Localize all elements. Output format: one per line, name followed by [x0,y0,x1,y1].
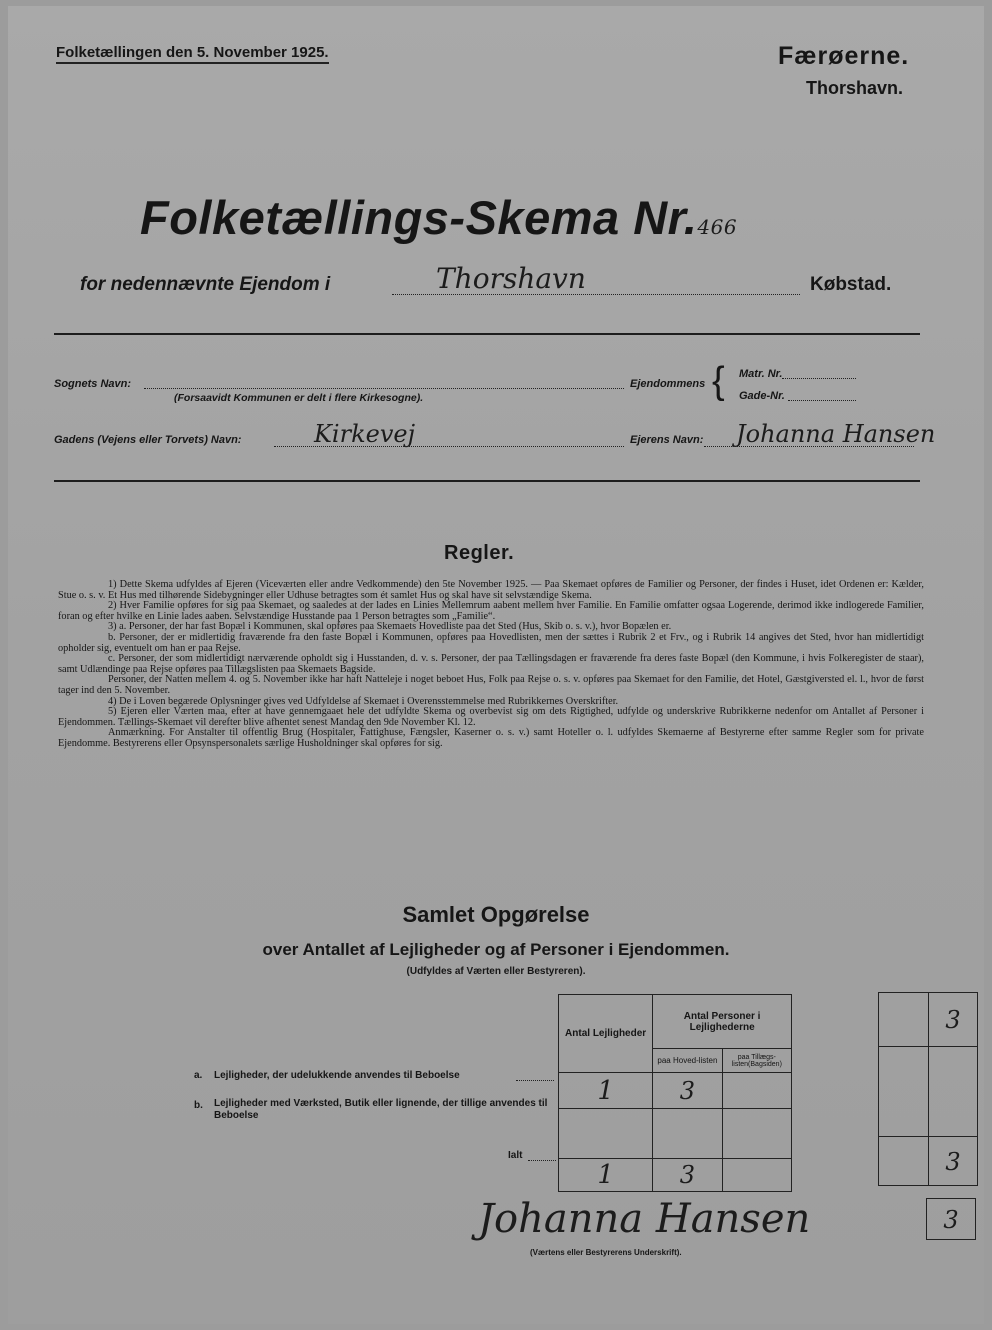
gade-label: Gadens (Vejens eller Torvets) Navn: [54,434,242,446]
row-b-lejl [559,1109,653,1159]
side-value [929,1047,977,1136]
place-handwritten: Thorshavn [436,262,586,295]
divider-bottom [54,480,920,482]
side-box-row [878,1046,978,1136]
row-b-hoved [653,1109,722,1159]
side-boxes [878,992,978,1186]
col-lejligheder-header: Antal Lejligheder [559,995,653,1073]
side-box-left [879,993,929,1046]
row-a-label: Lejligheder, der udelukkende anvendes til Beboelse [214,1070,460,1081]
gade-nr-label: Gade-Nr. [739,390,785,402]
side-box-left [879,1047,929,1136]
side-box-left [879,1137,929,1185]
summary-subheading: over Antallet af Lejligheder og af Personer i Ejendommen. [262,940,730,959]
brace-icon: { [712,360,725,402]
rule-paragraph: 2) Hver Familie opføres for sig paa Skemaet, og saaledes at der lades en Linies Mellemrum aabent mellem hver Familie. En Familie omfatter ogsaa Logerende, derimod ikke indlogerede Familier, foran og efter hvilke en Linie lades aaben. Selvstændige Husstande paa 1 Person betragtes som „Familie“. [58,600,924,622]
summary-heading: Samlet Opgørelse [402,902,590,927]
ialt-lejl: 1 [559,1159,653,1192]
gade-dotted-line [274,446,624,447]
ejendom-label: Ejendommens [630,378,706,390]
row-a-hoved: 3 [653,1073,722,1109]
matr-label: Matr. Nr. [739,368,783,380]
form-number-handwritten: 466 [697,215,738,239]
side-value: 3 [945,1006,961,1034]
rule-paragraph: 5) Ejeren eller Værten maa, efter at have gennemgaaet hele det udfyldte Skema og overbevist sig om dets Rigtighed, udfylde og underskrive Rubrikkerne nedenfor om Antallet af Personer i Ejendommen. Tællings-Skemaet vil derefter blive afhentet senest Mandag den 9de November Kl. 12. [58,706,924,728]
side-total-value: 3 [926,1198,976,1240]
summary-table [558,994,792,1192]
ejer-dotted-line [704,446,914,447]
sogn-note: (Forsaavidt Kommunen er delt i flere Kirkesogne). [174,392,424,404]
subtitle-prefix: for nedennævnte Ejendom i [80,274,331,295]
gade-nr-dotted-line [788,400,856,401]
table-row [559,1073,792,1109]
ejer-value-handwritten: Johanna Hansen [736,420,936,448]
gade-value-handwritten: Kirkevej [314,420,416,448]
form-title [140,190,737,245]
row-b-tillaeg [722,1109,791,1159]
col-hoved-header: paa Hoved-listen [653,1049,722,1073]
ialt-label: Ialt [508,1150,523,1161]
form-title-text: Folketællings-Skema Nr. [140,191,698,244]
subtitle-suffix: Købstad. [810,274,892,295]
side-value: 3 [945,1148,961,1176]
row-a-dots [516,1080,554,1081]
town-header: Thorshavn. [806,78,904,98]
sogn-dotted-line [144,388,624,389]
table-row [559,1109,792,1159]
summary-note: (Udfyldes af Værten eller Bestyreren). [406,966,586,977]
rule-paragraph: b. Personer, der er midlertidig fraværende fra den faste Bopæl i Kommunen, opføres paa Hovedlisten, men der sættes i Rubrik 2 et Frv., og i Rubrik 14 angives det Sted, hvor han midlertidigt opholder sig, eventuelt om han er paa Rejse. [58,631,924,654]
ialt-dots [528,1160,556,1161]
col-personer-header: Antal Personer i Lejlighederne [653,995,792,1049]
side-box-row [878,1136,978,1186]
signature-caption: (Værtens eller Bestyrerens Underskrift). [530,1248,682,1257]
side-box-row [878,992,978,1046]
census-date-header: Folketællingen den 5. November 1925. [56,44,329,64]
ialt-tillaeg [722,1159,791,1192]
row-b-letter: b. [194,1100,203,1111]
row-b-label: Lejligheder med Værksted, Butik eller lignende, der tillige anvendes til Beboelse [214,1098,548,1121]
ejer-label: Ejerens Navn: [630,434,704,446]
table-row [559,1159,792,1192]
rule-paragraph: 4) De i Loven begærede Oplysninger gives ved Udfyldelse af Skemaet i Overensstemmelse med Rubrikkernes Overskrifter. [108,695,619,707]
col-tillaeg-header: paa Tillægs-listen(Bagsiden) [722,1049,791,1073]
rule-paragraph: 1) Dette Skema udfyldes af Ejeren (Viceværten eller andre Vedkommende) den 5te November 1925. — Paa Skemaet opføres de Familier og Personer, der findes i Huset, idet Ordenen er: Kælder, Stue o. s. v. Et Hus med tilhørende Sidebygninger eller Udhuse betragtes som ét samlet Hus og skal have sit selvstændige Skema. [58,579,924,601]
rule-paragraph: Personer, der Natten mellem 4. og 5. November ikke har haft Natteleje i noget beboet Hus, Folk paa Rejse o. s. v. opføres paa Skemaet for den Familie, det Hotel, Gæstgiversted el. l., hvor de først tager ind den 5. November. [58,674,924,696]
rule-paragraph: 3) a. Personer, der har fast Bopæl i Kommunen, skal opføres paa Skemaets Hovedliste paa det Sted (Hus, Skib o. s. v.), hvor Bopælen er. [108,621,672,633]
matr-dotted-line [782,378,856,379]
divider-top [54,333,920,335]
region-header: Færøerne. [778,42,910,70]
rule-paragraph: c. Personer, der som midlertidigt nærværende opholdt sig i Husstanden, d. v. s. Personer, der paa Tællingsdagen er fraværende fra deres faste Bopæl (den Kommune, i hvis Folkeregister de staar), samt Udlændinge paa Rejse opføres paa Tillægslisten paa Skemaets Bagside. [58,653,924,675]
row-a-tillaeg [722,1073,791,1109]
place-dotted-line [392,294,800,295]
row-a-lejl: 1 [559,1073,653,1109]
ialt-hoved: 3 [653,1159,722,1192]
row-a-letter: a. [194,1070,203,1081]
rule-paragraph: Anmærkning. For Anstalter til offentlig Brug (Hospitaler, Fattighuse, Fængsler, Kaserner o. s. v.) samt Hoteller o. l. udfyldes Skemaerne af Bestyrerne efter samme Regler som for private Ejendomme. Bestyrerens eller Opsynspersonalets særlige Husholdninger skal opføres for sig. [58,727,924,749]
census-form-page [8,6,984,1324]
rules-heading: Regler. [444,542,515,564]
signature-handwritten: Johanna Hansen [478,1196,811,1242]
rules-text [58,580,924,750]
sogn-label: Sognets Navn: [54,378,132,390]
